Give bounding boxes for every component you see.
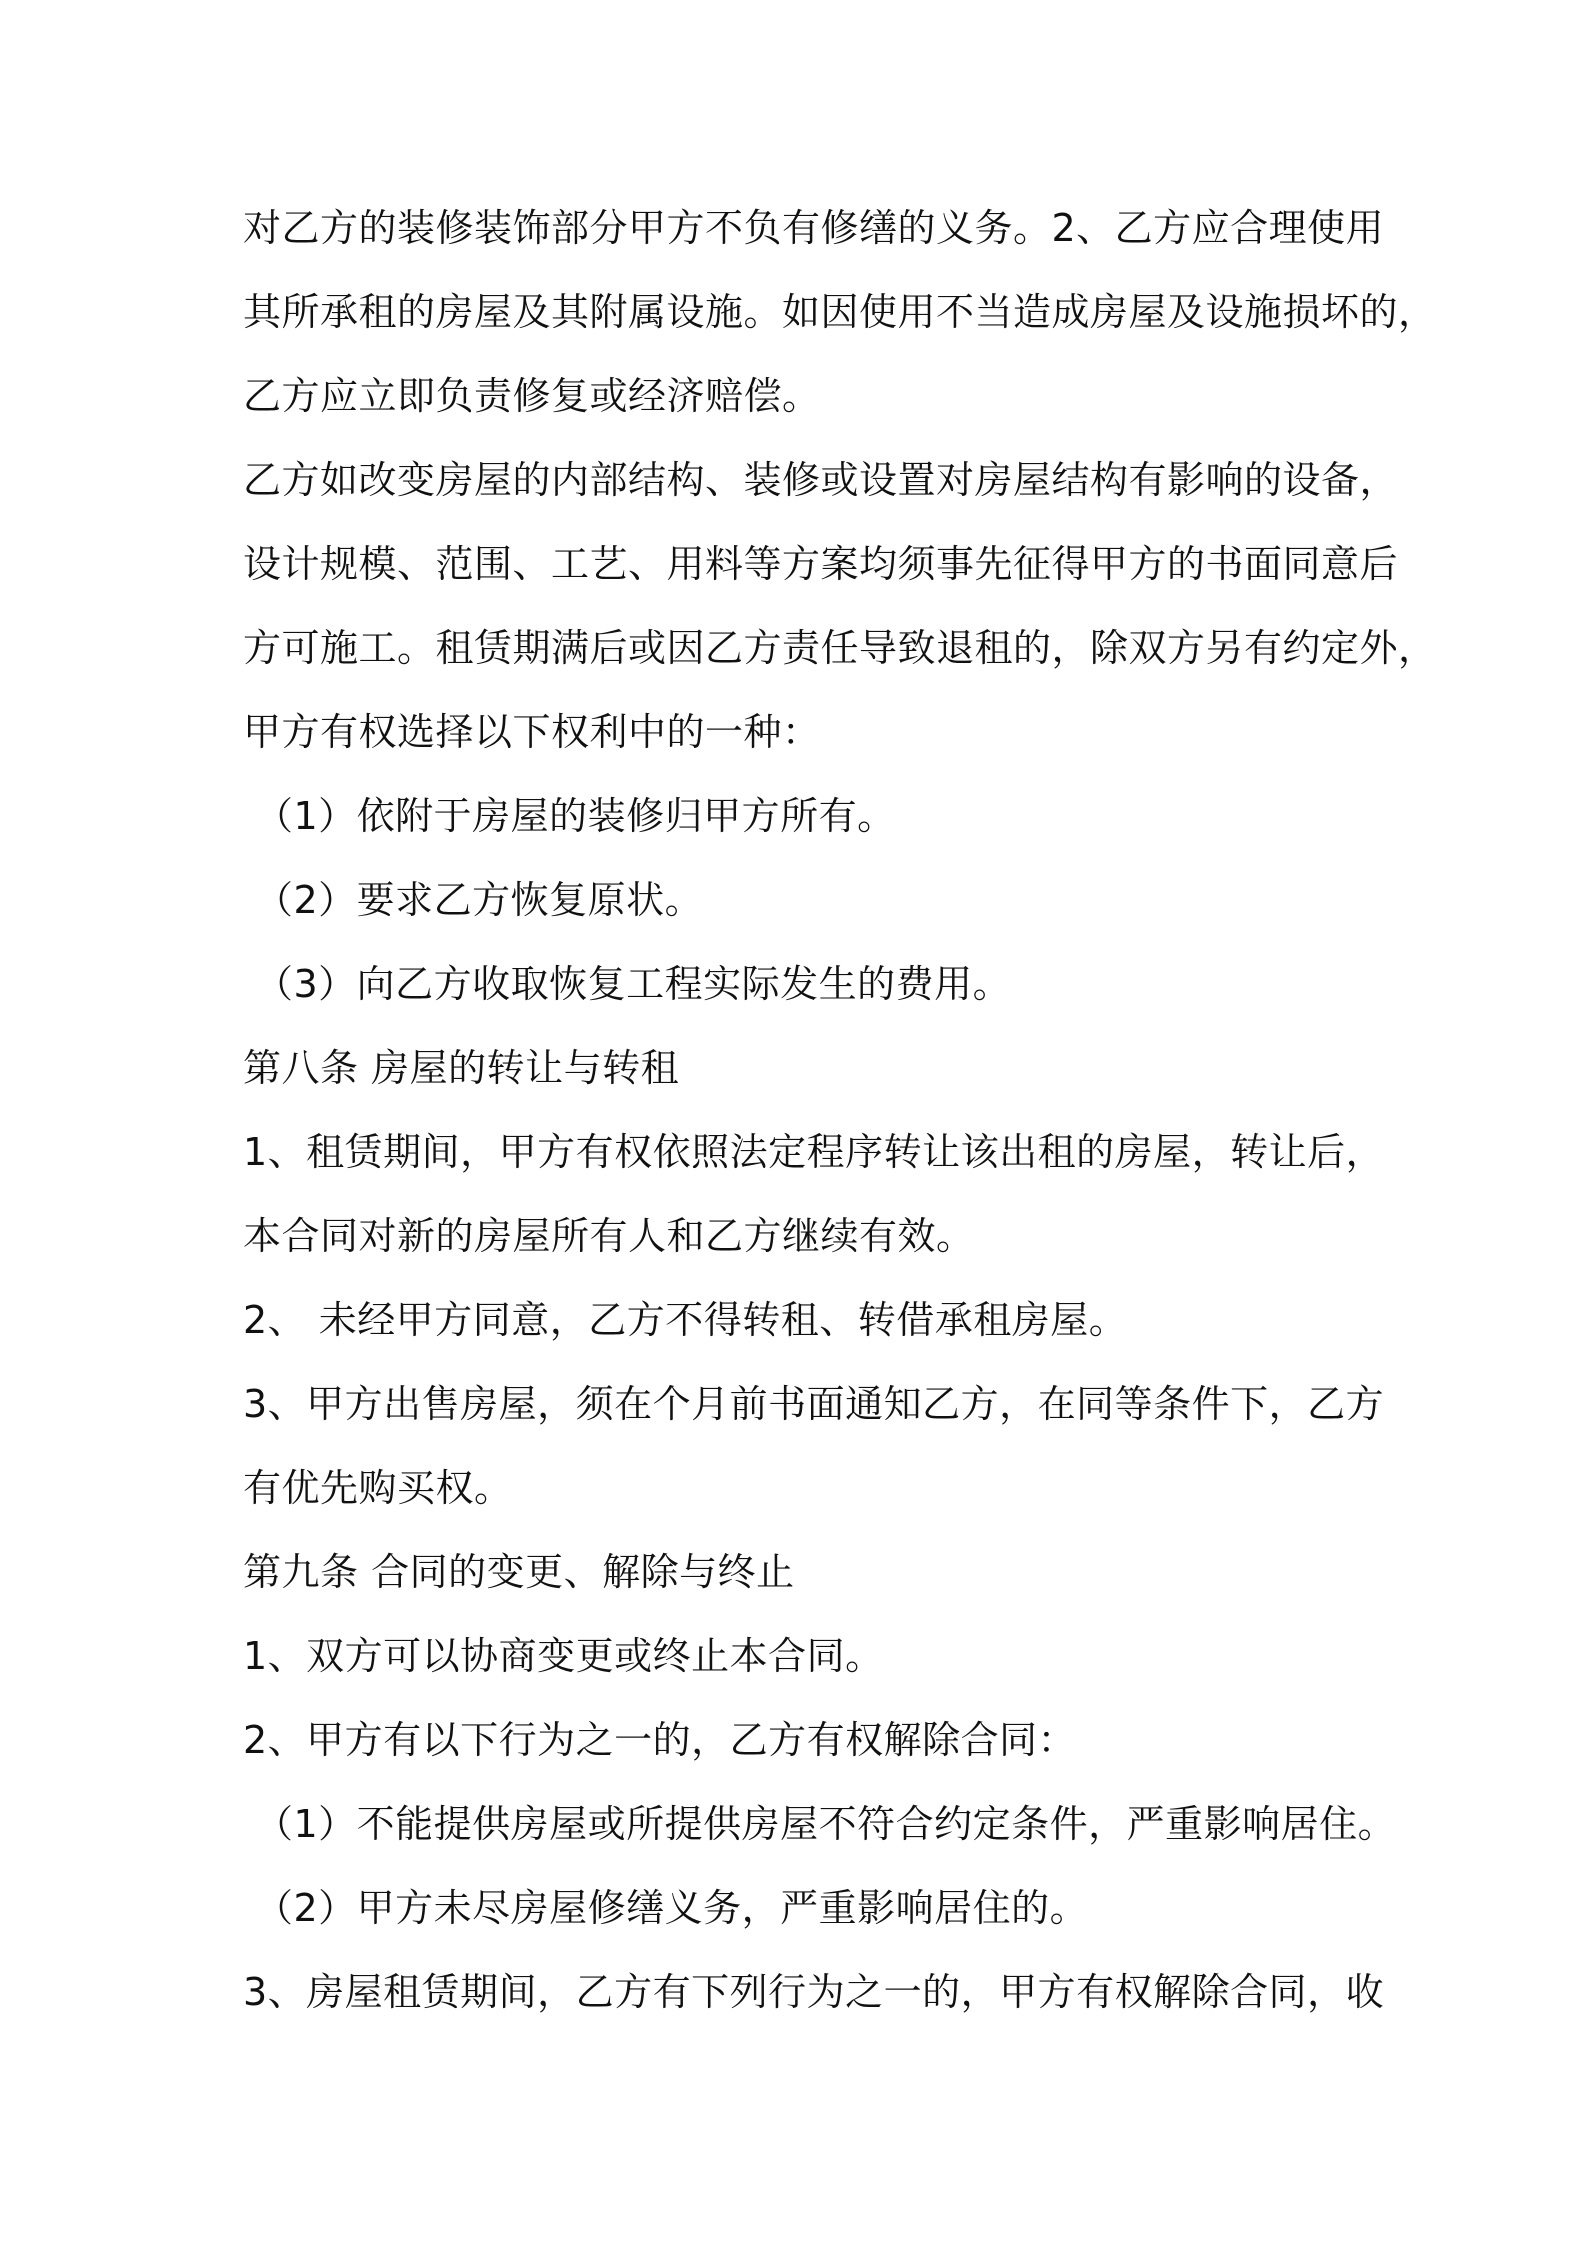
text-line: 3、房屋租赁期间，乙方有下列行为之一的，甲方有权解除合同，收 bbox=[243, 1970, 1385, 2014]
list-item: （1）依附于房屋的装修归甲方所有。 bbox=[255, 794, 896, 838]
section-heading: 第八条 房屋的转让与转租 bbox=[243, 1046, 680, 1090]
list-item: （2）要求乙方恢复原状。 bbox=[255, 878, 704, 922]
list-item: （1）不能提供房屋或所提供房屋不符合约定条件，严重影响居住。 bbox=[255, 1802, 1397, 1846]
text-line: 甲方有权选择以下权利中的一种： bbox=[243, 710, 821, 754]
text-line: 1、租赁期间，甲方有权依照法定程序转让该出租的房屋，转让后， bbox=[243, 1130, 1385, 1174]
text-line: 方可施工。租赁期满后或因乙方责任导致退租的，除双方另有约定外， bbox=[243, 626, 1437, 670]
text-line: 本合同对新的房屋所有人和乙方继续有效。 bbox=[243, 1214, 975, 1258]
text-line: 设计规模、范围、工艺、用料等方案均须事先征得甲方的书面同意后 bbox=[243, 542, 1399, 586]
text-line: 1、双方可以协商变更或终止本合同。 bbox=[243, 1634, 884, 1678]
text-line: 2、 未经甲方同意，乙方不得转租、转借承租房屋。 bbox=[243, 1298, 1128, 1342]
text-line: 对乙方的装修装饰部分甲方不负有修缮的义务。2、乙方应合理使用 bbox=[243, 206, 1385, 250]
list-item: （2）甲方未尽房屋修缮义务，严重影响居住的。 bbox=[255, 1886, 1089, 1930]
text-line: 2、甲方有以下行为之一的，乙方有权解除合同： bbox=[243, 1718, 1077, 1762]
list-item: （3）向乙方收取恢复工程实际发生的费用。 bbox=[255, 962, 1012, 1006]
text-line: 乙方如改变房屋的内部结构、装修或设置对房屋结构有影响的设备， bbox=[243, 458, 1399, 502]
text-line: 3、甲方出售房屋，须在个月前书面通知乙方，在同等条件下，乙方 bbox=[243, 1382, 1385, 1426]
text-line: 有优先购买权。 bbox=[243, 1466, 513, 1510]
text-line: 乙方应立即负责修复或经济赔偿。 bbox=[243, 374, 821, 418]
section-heading: 第九条 合同的变更、解除与终止 bbox=[243, 1550, 795, 1594]
text-line: 其所承租的房屋及其附属设施。如因使用不当造成房屋及设施损坏的， bbox=[243, 290, 1437, 334]
